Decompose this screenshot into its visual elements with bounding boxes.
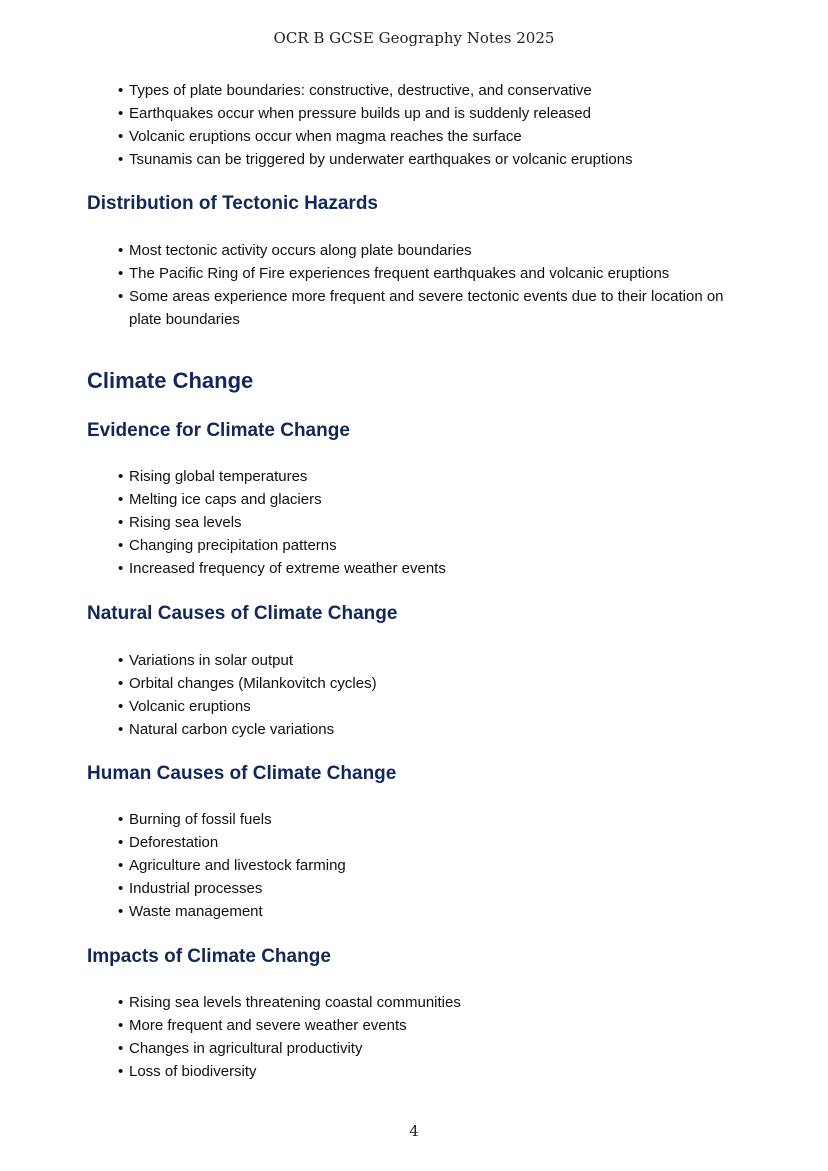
list-item-text: Changes in agricultural productivity (129, 1040, 363, 1057)
list-item (118, 991, 758, 1014)
list-item-text: Deforestation (129, 834, 219, 851)
heading-evidence-climate-change: Evidence for Climate Change (87, 420, 350, 441)
bullet-icon: • (118, 265, 124, 282)
heading-human-causes: Human Causes of Climate Change (87, 763, 397, 784)
list-item (118, 488, 758, 511)
bullet-icon: • (118, 721, 124, 738)
heading-climate-change: Climate Change (87, 368, 254, 393)
bullet-icon: • (118, 834, 124, 851)
list-item-text: Volcanic eruptions (129, 698, 251, 715)
list-item (118, 1037, 758, 1060)
list-item-text: Rising sea levels (129, 514, 242, 531)
list-item-text: Increased frequency of extreme weather events (129, 560, 446, 577)
bullet-icon: • (118, 1017, 124, 1034)
list-item-text: Waste management (129, 903, 263, 920)
list-item (118, 465, 758, 488)
list-item-text: Volcanic eruptions occur when magma reaches the surface (129, 128, 522, 145)
list-item-text: Most tectonic activity occurs along plate boundaries (129, 242, 472, 259)
evidence-bullet-list (118, 465, 758, 580)
tectonic-bullet-list (118, 79, 758, 171)
bullet-icon: • (118, 811, 124, 828)
list-item-text: Natural carbon cycle variations (129, 721, 335, 738)
bullet-icon: • (118, 880, 124, 897)
bullet-icon: • (118, 105, 124, 122)
bullet-icon: • (118, 652, 124, 669)
running-header: OCR B GCSE Geography Notes 2025 (273, 29, 555, 47)
impacts-bullet-list (118, 991, 758, 1083)
list-item-text: Variations in solar output (129, 652, 293, 669)
bullet-icon: • (118, 903, 124, 920)
list-item-text: Types of plate boundaries: constructive, destructive, and conservative (129, 82, 592, 99)
list-item (118, 262, 758, 285)
list-item-text: Burning of fossil fuels (129, 811, 272, 828)
bullet-icon: • (118, 288, 124, 305)
list-item (118, 285, 758, 331)
list-item (118, 102, 758, 125)
bullet-icon: • (118, 514, 124, 531)
bullet-icon: • (118, 675, 124, 692)
list-item (118, 79, 758, 102)
list-item-text: Rising sea levels threatening coastal communities (129, 994, 461, 1011)
bullet-icon: • (118, 242, 124, 259)
list-item (118, 148, 758, 171)
bullet-icon: • (118, 1063, 124, 1080)
list-item-text: Orbital changes (Milankovitch cycles) (129, 675, 377, 692)
bullet-icon: • (118, 560, 124, 577)
distribution-bullet-list (118, 239, 758, 331)
list-item-text: Rising global temperatures (129, 468, 308, 485)
list-item-text: Changing precipitation patterns (129, 537, 337, 554)
bullet-icon: • (118, 151, 124, 168)
list-item-text: Industrial processes (129, 880, 263, 897)
bullet-icon: • (118, 1040, 124, 1057)
list-item (118, 1060, 758, 1083)
list-item (118, 877, 758, 900)
heading-distribution-tectonic-hazards: Distribution of Tectonic Hazards (87, 193, 379, 214)
list-item (118, 511, 758, 534)
bullet-icon: • (118, 537, 124, 554)
bullet-icon: • (118, 994, 124, 1011)
list-item-text: Tsunamis can be triggered by underwater earthquakes or volcanic eruptions (129, 151, 633, 168)
list-item-text: The Pacific Ring of Fire experiences frequent earthquakes and volcanic eruptions (129, 265, 670, 282)
page-number: 4 (409, 1122, 419, 1140)
heading-natural-causes: Natural Causes of Climate Change (87, 603, 398, 624)
bullet-icon: • (118, 857, 124, 874)
list-item (118, 695, 758, 718)
list-item (118, 534, 758, 557)
list-item (118, 557, 758, 580)
bullet-icon: • (118, 698, 124, 715)
list-item (118, 239, 758, 262)
list-item (118, 854, 758, 877)
list-item-text: Loss of biodiversity (129, 1063, 257, 1080)
list-item-text: Agriculture and livestock farming (129, 857, 346, 874)
list-item-text: More frequent and severe weather events (129, 1017, 407, 1034)
heading-impacts: Impacts of Climate Change (87, 946, 331, 967)
human-causes-bullet-list (118, 808, 758, 923)
natural-causes-bullet-list (118, 649, 758, 741)
bullet-icon: • (118, 491, 124, 508)
list-item-text: Earthquakes occur when pressure builds up and is suddenly released (129, 105, 591, 122)
bullet-icon: • (118, 128, 124, 145)
list-item (118, 831, 758, 854)
list-item (118, 672, 758, 695)
list-item (118, 649, 758, 672)
list-item (118, 808, 758, 831)
list-item-text: Some areas experience more frequent and severe tectonic events due to their location on plate boundaries (129, 288, 724, 328)
list-item (118, 1014, 758, 1037)
bullet-icon: • (118, 468, 124, 485)
list-item (118, 125, 758, 148)
list-item (118, 900, 758, 923)
bullet-icon: • (118, 82, 124, 99)
list-item (118, 718, 758, 741)
list-item-text: Melting ice caps and glaciers (129, 491, 322, 508)
